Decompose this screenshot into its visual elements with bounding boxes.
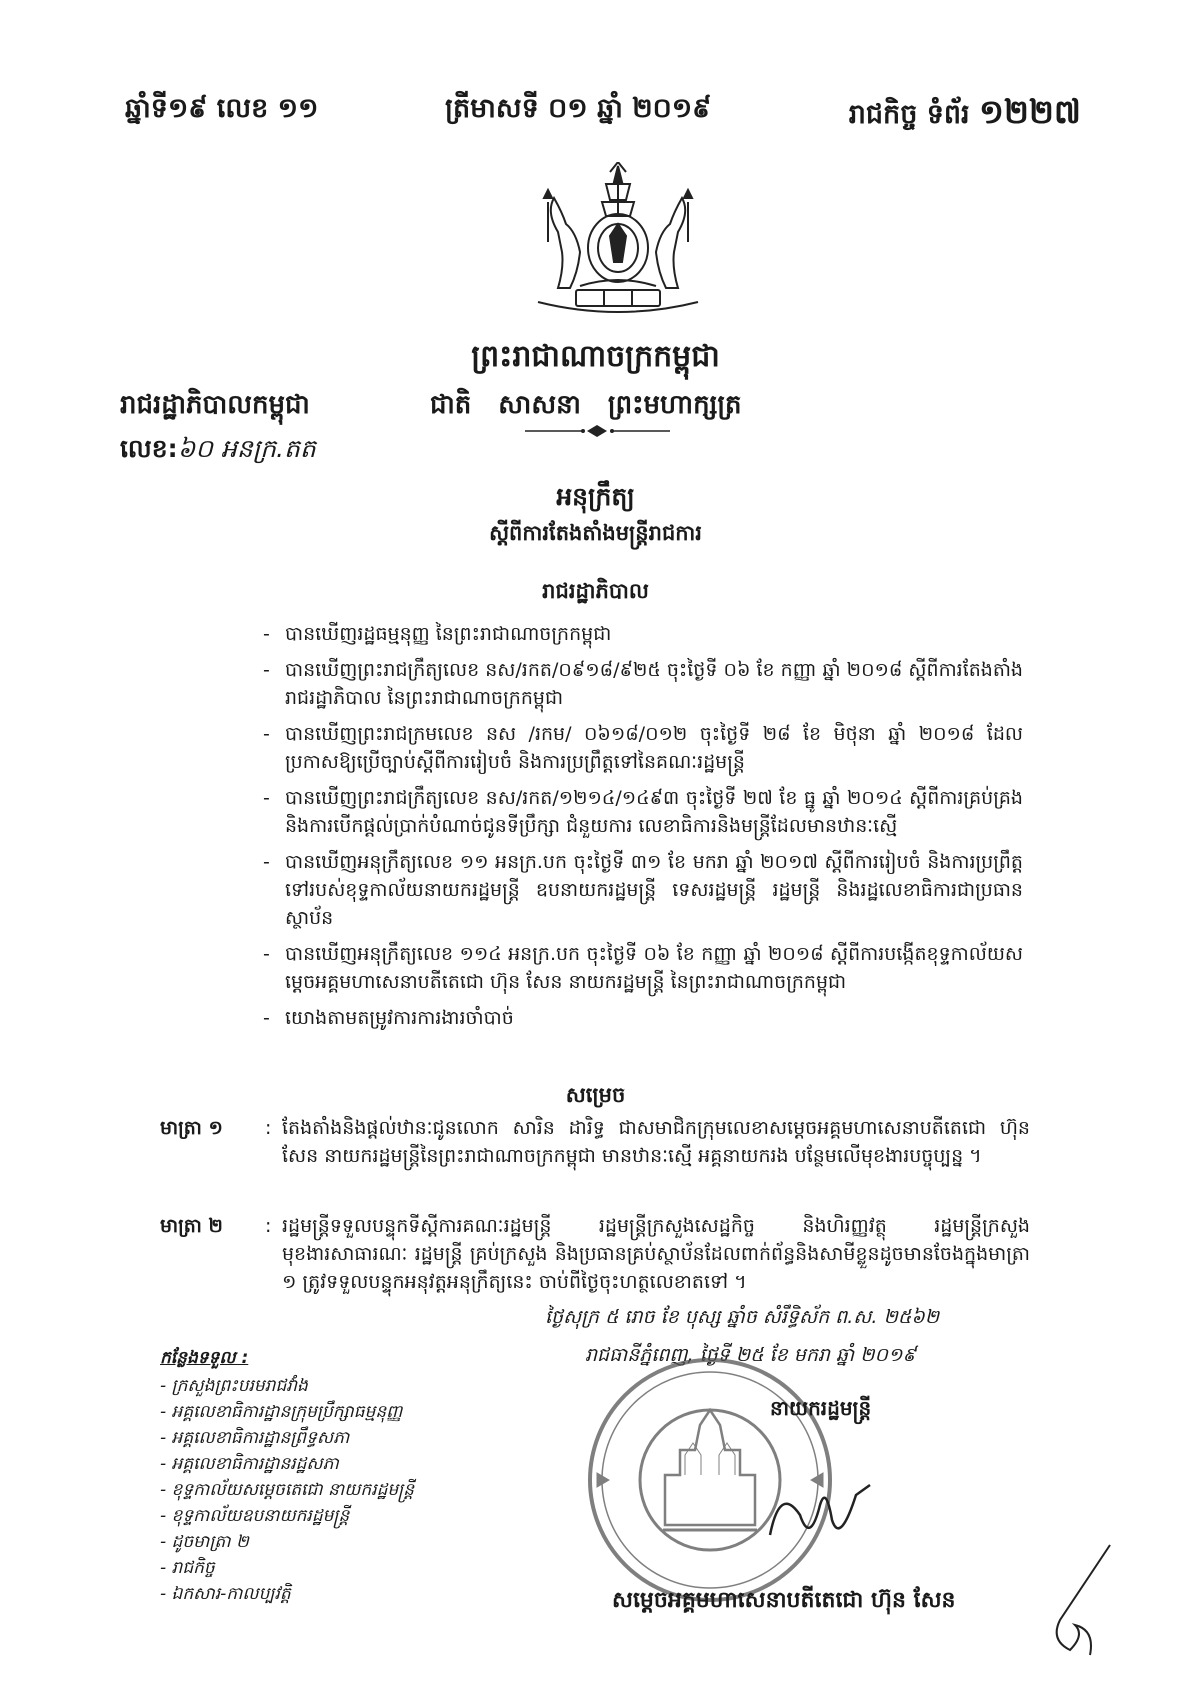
government-name: រាជរដ្ឋាភិបាលកម្ពុជា (120, 390, 310, 420)
recipient-item: - ខុទ្ទកាល័យសម្តេចតេជោ នាយករដ្ឋមន្ត្រី (160, 1477, 414, 1503)
consideration-item: - បានឃើញព្រះរាជក្រឹត្យលេខ នស/រកត/០៩១៨/៩២៥ ចុះថ្ងៃទី ០៦ ខែ កញ្ញា ឆ្នាំ ២០១៨ ស្តីពីការតែងតាំងរាជរដ្ឋាភិបាល នៃព្រះរាជាណាចក្រកម្ពុជា (263, 656, 1023, 712)
royal-coat-of-arms-icon (518, 162, 718, 322)
article-text: រដ្ឋមន្ត្រីទទួលបន្ទុកទីស្តីការគណៈរដ្ឋមន្ត្រី រដ្ឋមន្ត្រីក្រសួងសេដ្ឋកិច្ច និងហិរញ្ញវត្ថុ រដ្ឋមន្ត្រីក្រសួងមុខងារសាធារណៈ រដ្ឋមន្ត្រី គ្រប់ក្រសួង និងប្រធានគ្រប់ស្ថាប័នដែលពាក់ព័ន្ធនិងសាមីខ្លួនដូចមានចែងក្នុងមាត្រា ១ ត្រូវទទួលបន្ទុកអនុវត្តអនុក្រឹត្យនេះ ចាប់ពីថ្ងៃចុះហត្ថលេខាតទៅ ។ (282, 1215, 1030, 1293)
recipient-item: - ដូចមាត្រា ២ (160, 1529, 414, 1555)
lunar-date: ថ្ងៃសុក្រ ៥ រោច ខែ បុស្ស ឆ្នាំច សំរឹទ្ធិស័ក ព.ស. ២៥៦២ (545, 1306, 940, 1328)
recipient-item: - ខុទ្ទកាល័យឧបនាយករដ្ឋមន្ត្រី (160, 1503, 414, 1529)
document-type: អនុក្រឹត្យ (556, 482, 635, 511)
article-1 (160, 1114, 1030, 1170)
article-2 (160, 1212, 1030, 1296)
solar-date: រាជធានីភ្នំពេញ, ថ្ងៃទី ២៥ ខែ មករា ឆ្នាំ ២០១៩ (585, 1344, 916, 1366)
decree-reference (120, 434, 316, 470)
document-subject: ស្តីពីការតែងតាំងមន្ត្រីរាជការ (489, 521, 702, 545)
recipient-item: - ក្រសួងព្រះបរមរាជវាំង (160, 1373, 414, 1399)
gazette-page (849, 92, 1081, 140)
signature-icon (760, 1475, 880, 1555)
legal-basis-list (263, 620, 1023, 1040)
recipients-title: កន្លែងទទួល : (160, 1348, 249, 1368)
national-motto: ជាតិ សាសនា ព្រះមហាក្សត្រ (430, 390, 742, 420)
page-number: ១២២៧ (979, 92, 1081, 131)
article-label: មាត្រា ២ (160, 1215, 223, 1237)
consideration-item: - បានឃើញព្រះរាជក្រមលេខ នស /រកម/ ០៦១៨/០១២ ចុះថ្ងៃទី ២៨ ខែ មិថុនា ឆ្នាំ ២០១៨ ដែលប្រកាសឱ្យប្រើច្បាប់ស្តីពីការរៀបចំ និងការប្រព្រឹត្តទៅនៃគណៈរដ្ឋមន្ត្រី (263, 720, 1023, 776)
recipient-item: - អគ្គលេខាធិការដ្ឋានព្រឹទ្ធសភា (160, 1425, 414, 1451)
recipients-list (160, 1373, 414, 1607)
consideration-item: - បានឃើញអនុក្រឹត្យលេខ ១១៤ អនក្រ.បក ចុះថ្ងៃទី ០៦ ខែ កញ្ញា ឆ្នាំ ២០១៨ ស្តីពីការបង្កើតខុទ្ទកាល័យសម្តេចអគ្គមហាសេនាបតីតេជោ ហ៊ុន សែន នាយករដ្ឋមន្ត្រី នៃព្រះរាជាណាចក្រកម្ពុជា (263, 940, 1023, 996)
recipients-block (160, 1345, 414, 1607)
reference-number: ៦០ អនក្រ.តត (177, 434, 316, 463)
recipient-item: - រាជកិច្ច (160, 1555, 414, 1581)
issuing-body: រាជរដ្ឋាភិបាល (542, 579, 649, 603)
recipient-item: - អគ្គលេខាធិការដ្ឋានក្រុមប្រឹក្សាធម្មនុញ្ញ (160, 1399, 414, 1425)
consideration-item: - បានឃើញរដ្ឋធម្មនុញ្ញ នៃព្រះរាជាណាចក្រកម្ពុជា (263, 620, 1023, 648)
signer-title: នាយករដ្ឋមន្ត្រី (770, 1396, 872, 1420)
gazette-quarter: ត្រីមាសទី ០១ ឆ្នាំ ២០១៩ (445, 93, 712, 124)
recipient-item: - អគ្គលេខាធិការដ្ឋានរដ្ឋសភា (160, 1451, 414, 1477)
decision-heading: សម្រេច (565, 1083, 626, 1107)
article-text: តែងតាំងនិងផ្តល់ឋានៈជូនលោក សារិន ដារិទ្ធ ជាសមាជិកក្រុមលេខាសម្តេចអគ្គមហាសេនាបតីតេជោ ហ៊ុន សែន នាយករដ្ឋមន្ត្រីនៃព្រះរាជាណាចក្រកម្ពុជា មានឋានៈស្មើ អគ្គនាយករង បន្ថែមលើមុខងារបច្ចុប្បន្ន ។ (282, 1117, 1030, 1167)
handwritten-mark-icon (1040, 1540, 1130, 1660)
page-label: រាជកិច្ច ទំព័រ (848, 99, 970, 130)
ornamental-divider-icon (525, 424, 670, 438)
signer-name: សម្តេចអគ្គមហាសេនាបតីតេជោ ហ៊ុន សែន (612, 1588, 956, 1613)
kingdom-title: ព្រះរាជាណាចក្រកម្ពុជា (471, 339, 720, 374)
gazette-year-issue: ឆ្នាំទី១៩ លេខ ១១ (125, 93, 319, 124)
article-colon: : (265, 1117, 272, 1139)
article-label: មាត្រា ១ (160, 1117, 223, 1139)
consideration-item: - យោងតាមតម្រូវការការងារចាំបាច់ (263, 1004, 1023, 1032)
article-colon: : (265, 1215, 272, 1237)
consideration-item: - បានឃើញអនុក្រឹត្យលេខ ១១ អនក្រ.បក ចុះថ្ងៃទី ៣១ ខែ មករា ឆ្នាំ ២០១៧ ស្តីពីការរៀបចំ និងការប្រព្រឹត្តទៅរបស់ខុទ្ទកាល័យនាយករដ្ឋមន្ត្រី ឧបនាយករដ្ឋមន្ត្រី ទេសរដ្ឋមន្ត្រី រដ្ឋមន្ត្រី និងរដ្ឋលេខាធិការជាប្រធានស្ថាប័ន (263, 848, 1023, 932)
recipient-item: - ឯកសារ-កាលប្បវត្តិ (160, 1581, 414, 1607)
reference-prefix: លេខ: (120, 434, 178, 463)
consideration-item: - បានឃើញព្រះរាជក្រឹត្យលេខ នស/រកត/១២១៤/១៤៩៣ ចុះថ្ងៃទី ២៧ ខែ ធ្នូ ឆ្នាំ ២០១៤ ស្តីពីការគ្រប់គ្រង និងការបើកផ្តល់ប្រាក់បំណាច់ជូនទីប្រឹក្សា ជំនួយការ លេខាធិការនិងមន្ត្រីដែលមានឋានៈស្មើ (263, 784, 1023, 840)
